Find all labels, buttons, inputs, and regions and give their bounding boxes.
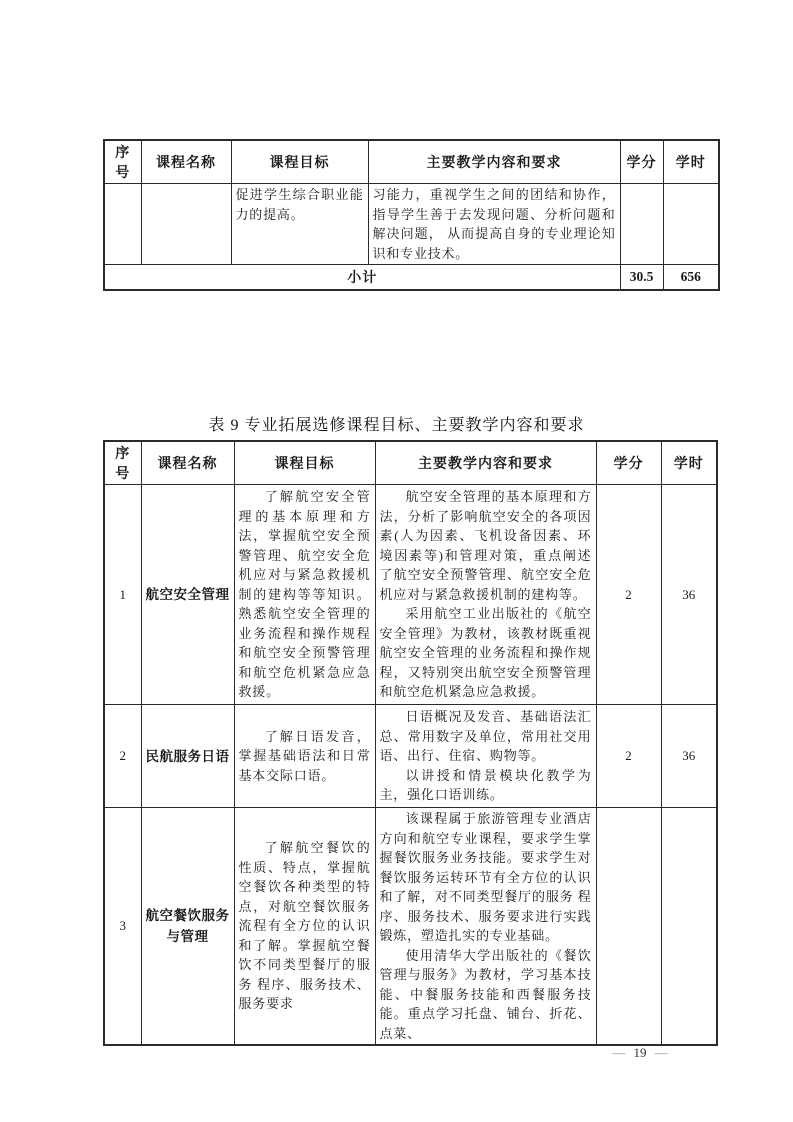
table1-subtotal-row [104,265,719,290]
row2-hours: 36 [661,705,717,808]
row1-course-name: 航空安全管理 [141,485,234,705]
page-number-footer [560,1045,720,1061]
table1-header-credits: 学分 [620,140,663,184]
table2-header-objective: 课程目标 [234,441,375,485]
content-paragraph-2: 采用航空工业出版社的《航空安全管理》为教材，该教材既重视航空安全管理的业务流程和操作规程，又特别突出航空安全预警管理和航空危机紧急应急救援。 [379,606,592,700]
page-number: 19 [633,1045,647,1060]
row2-objective-cell [234,705,375,808]
row3-credits [596,808,661,1046]
course-table-continued [103,139,720,291]
objective-text: 了解航空餐饮的性质、特点，掌握航空餐饮各种类型的特点，对航空餐饮服务流程有全方位的认识和了解。掌握航空餐饮不同类型餐厅的服务 程序、服务技术、服务要求 [238,840,371,1012]
row3-seq: 3 [104,808,141,1046]
table1-header-objective: 课程目标 [231,140,368,184]
table1-header-seq: 序号 [104,140,141,184]
table2-header-course-name: 课程名称 [141,441,234,485]
table1-header-row [104,140,719,184]
table2-header-seq: 序号 [104,441,141,485]
elective-course-table [103,440,718,1046]
subtotal-hours: 656 [663,265,719,290]
table1-header-content: 主要教学内容和要求 [368,140,620,184]
subtotal-credits: 30.5 [620,265,663,290]
table2-header-credits: 学分 [596,441,661,485]
table1-name-cell [141,184,231,265]
row3-hours [661,808,717,1046]
table1-credits-cell [620,184,663,265]
content-paragraph-2: 以讲授和情景模块化教学为主，强化口语训练。 [379,767,592,803]
table-row-aviation-safety [104,485,717,705]
row2-content-cell [375,705,596,808]
table1-objective-cell [231,184,368,265]
row1-hours: 36 [661,485,717,705]
table2-header-content: 主要教学内容和要求 [375,441,596,485]
content-paragraph-1: 航空安全管理的基本原理和方法，分析了影响航空安全的各项因素(人为因素、飞机设备因素、环境因素等)和管理对策，重点阐述了航空安全预警管理、航空安全危机应对与紧急救援机制的建构等。 [379,489,592,602]
table1-header-hours: 学时 [663,140,719,184]
row1-credits: 2 [596,485,661,705]
row3-objective-cell [234,808,375,1046]
table1-content-cell [368,184,620,265]
table1-row [104,184,719,265]
objective-text: 促进学生综合职业能力的提高。 [235,187,364,222]
row1-objective-cell [234,485,375,705]
subtotal-label: 小计 [104,265,620,290]
table1-seq-cell [104,184,141,265]
table1-hours-cell [663,184,719,265]
row1-seq: 1 [104,485,141,705]
row3-course-name: 航空餐饮服务与管理 [141,808,234,1046]
table1-header-course-name: 课程名称 [141,140,231,184]
table2-header-row [104,441,717,485]
row2-seq: 2 [104,705,141,808]
row2-course-name: 民航服务日语 [141,705,234,808]
objective-text: 了解日语发音，掌握基础语法和日常基本交际口语。 [238,728,371,783]
table-row-aviation-catering [104,808,717,1046]
footer-right-dash: — [654,1045,668,1060]
row2-credits: 2 [596,705,661,808]
table2-header-hours: 学时 [661,441,717,485]
footer-left-dash: — [612,1045,626,1060]
content-text: 习能力，重视学生之间的团结和协作，指导学生善于去发现问题、分析问题和解决问题， 从而提高自身的专业理论知识和专业技术。 [372,187,616,261]
row3-content-cell [375,808,596,1046]
objective-text: 了解航空安全管理的基本原理和方法，掌握航空安全预警管理、航空安全危机应对与紧急救援机制的建构等等知识。熟悉航空安全管理的业务流程和操作规程和航空安全预警管理和航空危机紧急应急救援。 [238,489,371,700]
content-paragraph-1: 该课程属于旅游管理专业酒店方向和航空专业课程，要求学生掌握餐饮服务业务技能。要求学生对餐饮服务运转环节有全方位的认识和了解，对不同类型餐厅的服务 程序、服务技术、服务要求进行实践锻炼，塑造扎实的专业基础。 [379,811,592,943]
row1-content-cell [375,485,596,705]
table-row-civil-aviation-japanese [104,705,717,808]
table9-title: 表 9 专业拓展选修课程目标、主要教学内容和要求 [208,417,585,434]
content-paragraph-2: 使用清华大学出版社的《餐饮管理与服务》为教材，学习基本技能、中餐服务技能和西餐服务技能。重点学习托盘、铺台、折花、点菜、 [379,947,592,1041]
content-paragraph-1: 日语概况及发音、基础语法汇总、常用数字及单位，常用社交用语、出行、住宿、购物等。 [379,709,592,764]
